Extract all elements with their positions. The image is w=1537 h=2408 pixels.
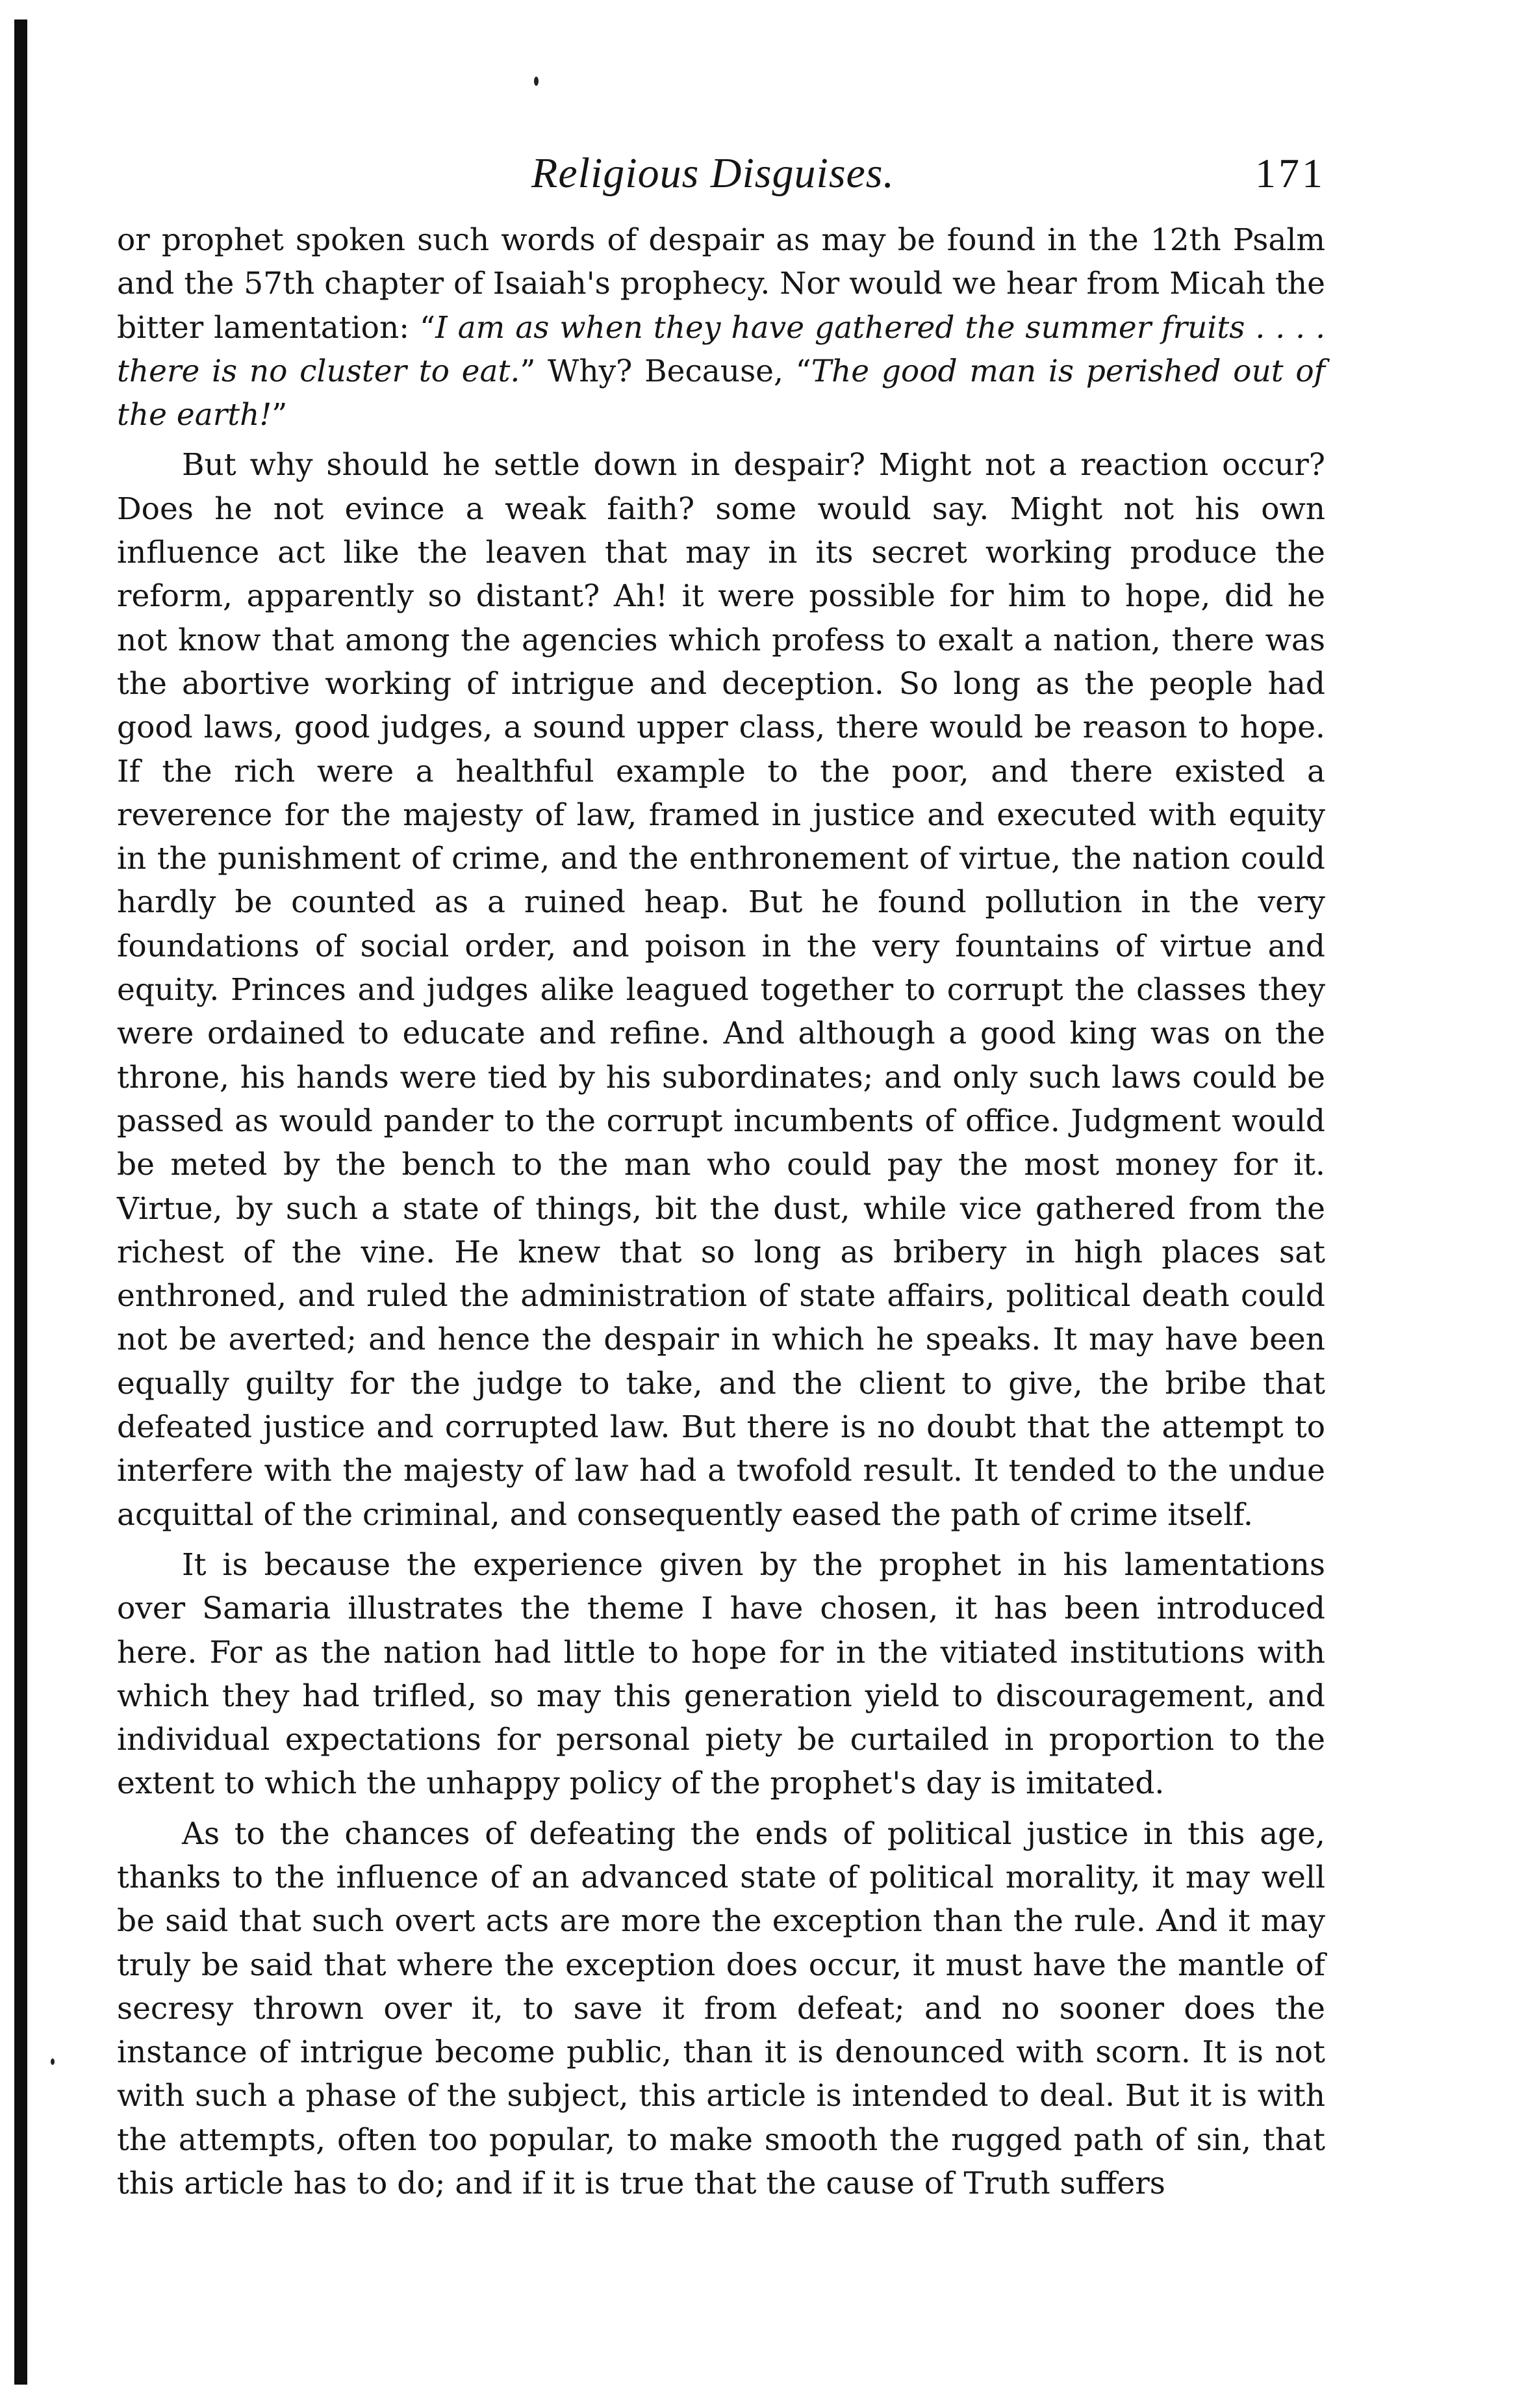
running-title: Religious Disguises.: [531, 149, 895, 197]
paragraph-2: But why should he settle down in despair? Might not a reaction occur? Does he not evince a weak faith? some would say. Might not his own influence act like the leaven that may in its secret working produce the reform, apparently so distant? Ah! it were possible for him to hope, did he not know that among the agencies which profess to exalt a nation, there was the abortive working of intrigue and deception. So long as the people had good laws, good judges, a sound upper class, there would be reason to hope. If the rich were a healthful example to the poor, and there existed a reverence for the majesty of law, framed in justice and executed with equity in the punishment of crime, and the enthronement of virtue, the nation could hardly be counted as a ruined heap. But he found pollution in the very foundations of social order, and poison in the very fountains of virtue and equity. Princes and judges alike leagued together to corrupt the classes they were ordained to educate and refine. And although a good king was on the throne, his hands were tied by his subordinates; and only such laws could be passed as would pander to the corrupt incumbents of office. Judgment would be meted by the bench to the man who could pay the most money for it. Virtue, by such a state of things, bit the dust, while vice gathered from the richest of the vine. He knew that so long as bribery in high places sat enthroned, and ruled the administration of state affairs, political death could not be averted; and hence the despair in which he speaks. It may have been equally guilty for the judge to take, and the client to give, the bribe that defeated justice and corrupted law. But there is no doubt that the attempt to interfere with the majesty of law had a twofold result. It tended to the undue acquittal of the criminal, and consequently eased the path of crime itself.: [117, 447, 1325, 1533]
page-header: [117, 144, 1325, 203]
body-text: [117, 218, 1325, 2205]
paragraph-1-lead: or prophet spoken such words of despair as may be found in the 12th Psalm and the 57th chapter of Isaiah's prophecy. Nor would we hear from Micah the bitter lamentation: “: [117, 222, 1325, 346]
page-number: 171: [1255, 150, 1325, 196]
paragraph-1-middle: ” Why? Because, “: [520, 353, 811, 389]
paragraph-3: It is because the experience given by the prophet in his lamentations over Samaria illustrates the theme I have chosen, it has been introduced here. For as the nation had little to hope for in the vitiated institutions with which they had trifled, so may this generation yield to discouragement, and individual expectations for personal piety be curtailed in proportion to the extent to which the unhappy policy of the prophet's day is imitated.: [117, 1546, 1325, 1802]
paragraph-1: [117, 218, 1325, 437]
micah-quotation: I am as when they have gathered the summer fruits . . . . there is no cluster to eat.: [117, 309, 1326, 389]
ink-speck: [51, 2058, 55, 2065]
good-man-quotation: The good man is perished out of the earth!: [117, 353, 1326, 433]
paragraph-4: As to the chances of defeating the ends of political justice in this age, thanks to the influence of an advanced state of political morality, it may well be said that such overt acts are more the exception than the rule. And it may truly be said that where the exception does occur, it must have the mantle of secresy thrown over it, to save it from defeat; and no sooner does the instance of intrigue become public, than it is denounced with scorn. It is not with such a phase of the subject, this article is intended to deal. But it is with the attempts, often too popular, to make smooth the rugged path of sin, that this article has to do; and if it is true that the cause of Truth suffers: [117, 1815, 1325, 2202]
paragraph-1-tail: ”: [272, 397, 288, 433]
page-binding-edge: [14, 19, 27, 2385]
ink-speck: [534, 77, 539, 86]
